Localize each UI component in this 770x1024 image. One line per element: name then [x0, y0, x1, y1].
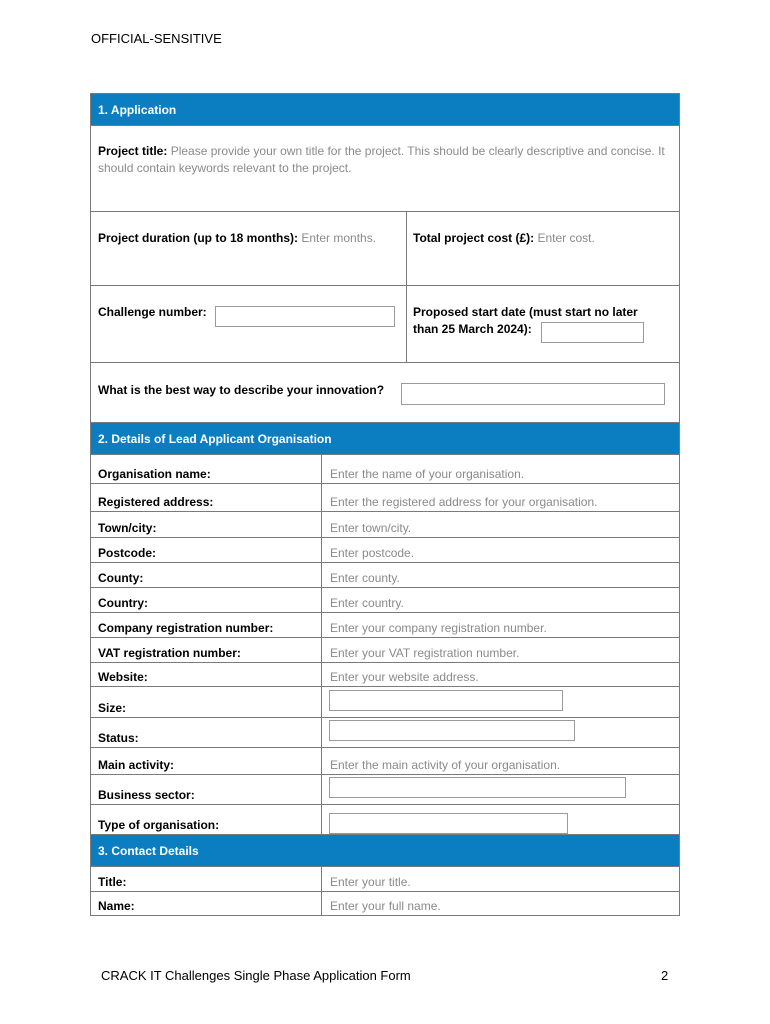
contact-name-label: Name:	[91, 892, 322, 915]
innovation-field	[90, 363, 680, 423]
postcode-label: Postcode:	[91, 538, 322, 562]
section-3-title: 3. Contact Details	[98, 843, 199, 858]
duration-field[interactable]	[91, 212, 406, 285]
duration-cost-row	[90, 212, 680, 286]
org-name-input[interactable]: Enter the name of your organisation.	[330, 467, 525, 481]
contact-title-input[interactable]: Enter your title.	[330, 875, 411, 889]
vat-reg-label: VAT registration number:	[91, 638, 322, 662]
registered-address-row	[90, 484, 680, 512]
main-activity-label: Main activity:	[91, 748, 322, 774]
size-select[interactable]	[329, 690, 563, 711]
postcode-row	[90, 538, 680, 563]
section-2-title: 2. Details of Lead Applicant Organisation	[98, 431, 332, 446]
website-row	[90, 663, 680, 687]
postcode-input[interactable]: Enter postcode.	[330, 546, 415, 560]
size-row	[90, 687, 680, 718]
website-label: Website:	[91, 663, 322, 686]
project-title-label: Project title:	[98, 144, 168, 158]
registered-address-label: Registered address:	[91, 484, 322, 511]
vat-reg-row	[90, 638, 680, 663]
cost-hint[interactable]: Enter cost.	[537, 231, 595, 245]
org-type-row	[90, 805, 680, 835]
country-label: Country:	[91, 588, 322, 612]
status-select[interactable]	[329, 720, 575, 741]
status-label: Status:	[91, 718, 322, 747]
country-row	[90, 588, 680, 613]
org-type-select[interactable]	[329, 813, 568, 834]
cost-label: Total project cost (£):	[413, 231, 535, 245]
contact-title-row	[90, 867, 680, 892]
cost-field[interactable]	[406, 212, 679, 285]
status-cell	[322, 718, 679, 747]
section-1-header	[90, 93, 680, 126]
classification-label: OFFICIAL-SENSITIVE	[91, 31, 222, 46]
project-title-field[interactable]	[90, 126, 680, 212]
org-type-cell	[322, 805, 679, 834]
business-sector-cell	[322, 775, 679, 804]
town-input[interactable]: Enter town/city.	[330, 521, 412, 535]
challenge-number-input[interactable]	[215, 306, 395, 327]
business-sector-select[interactable]	[329, 777, 626, 798]
org-name-row	[90, 455, 680, 484]
section-1-title: 1. Application	[98, 102, 177, 117]
innovation-label: What is the best way to describe your innovation?	[98, 383, 385, 397]
contact-title-label: Title:	[91, 867, 322, 891]
size-cell	[322, 687, 679, 717]
county-input[interactable]: Enter county.	[330, 571, 400, 585]
company-reg-row	[90, 613, 680, 638]
town-row	[90, 512, 680, 538]
size-label: Size:	[91, 687, 322, 717]
main-activity-input[interactable]: Enter the main activity of your organisation.	[330, 758, 561, 772]
business-sector-label: Business sector:	[91, 775, 322, 804]
org-name-label: Organisation name:	[91, 455, 322, 483]
innovation-select[interactable]	[401, 383, 665, 405]
registered-address-input[interactable]: Enter the registered address for your organisation.	[330, 495, 598, 509]
section-2-header	[90, 423, 680, 455]
footer-form-name: CRACK IT Challenges Single Phase Application Form	[101, 968, 411, 983]
contact-name-row	[90, 892, 680, 916]
start-date-input[interactable]	[541, 322, 644, 343]
vat-reg-input[interactable]: Enter your VAT registration number.	[330, 646, 520, 660]
country-input[interactable]: Enter country.	[330, 596, 404, 610]
start-date-field	[406, 286, 679, 362]
county-label: County:	[91, 563, 322, 587]
duration-label: Project duration (up to 18 months):	[98, 231, 298, 245]
status-row	[90, 718, 680, 748]
section-3-header	[90, 835, 680, 867]
page-number: 2	[661, 968, 669, 983]
town-label: Town/city:	[91, 512, 322, 537]
contact-name-input[interactable]: Enter your full name.	[330, 899, 441, 913]
company-reg-input[interactable]: Enter your company registration number.	[330, 621, 547, 635]
project-title-hint[interactable]: Please provide your own title for the project. This should be clearly descriptive and concise. It should contain keywords relevant to the project.	[98, 144, 665, 175]
challenge-number-field	[91, 286, 406, 362]
org-type-label: Type of organisation:	[91, 805, 322, 834]
company-reg-label: Company registration number:	[91, 613, 322, 637]
challenge-start-row	[90, 286, 680, 363]
business-sector-row	[90, 775, 680, 805]
main-activity-row	[90, 748, 680, 775]
application-form	[90, 93, 680, 916]
county-row	[90, 563, 680, 588]
start-date-label: Proposed start date (must start no later than 25 March 2024):	[413, 305, 638, 336]
duration-hint[interactable]: Enter months.	[301, 231, 377, 245]
challenge-number-label: Challenge number:	[98, 305, 207, 319]
website-input[interactable]: Enter your website address.	[330, 670, 479, 684]
